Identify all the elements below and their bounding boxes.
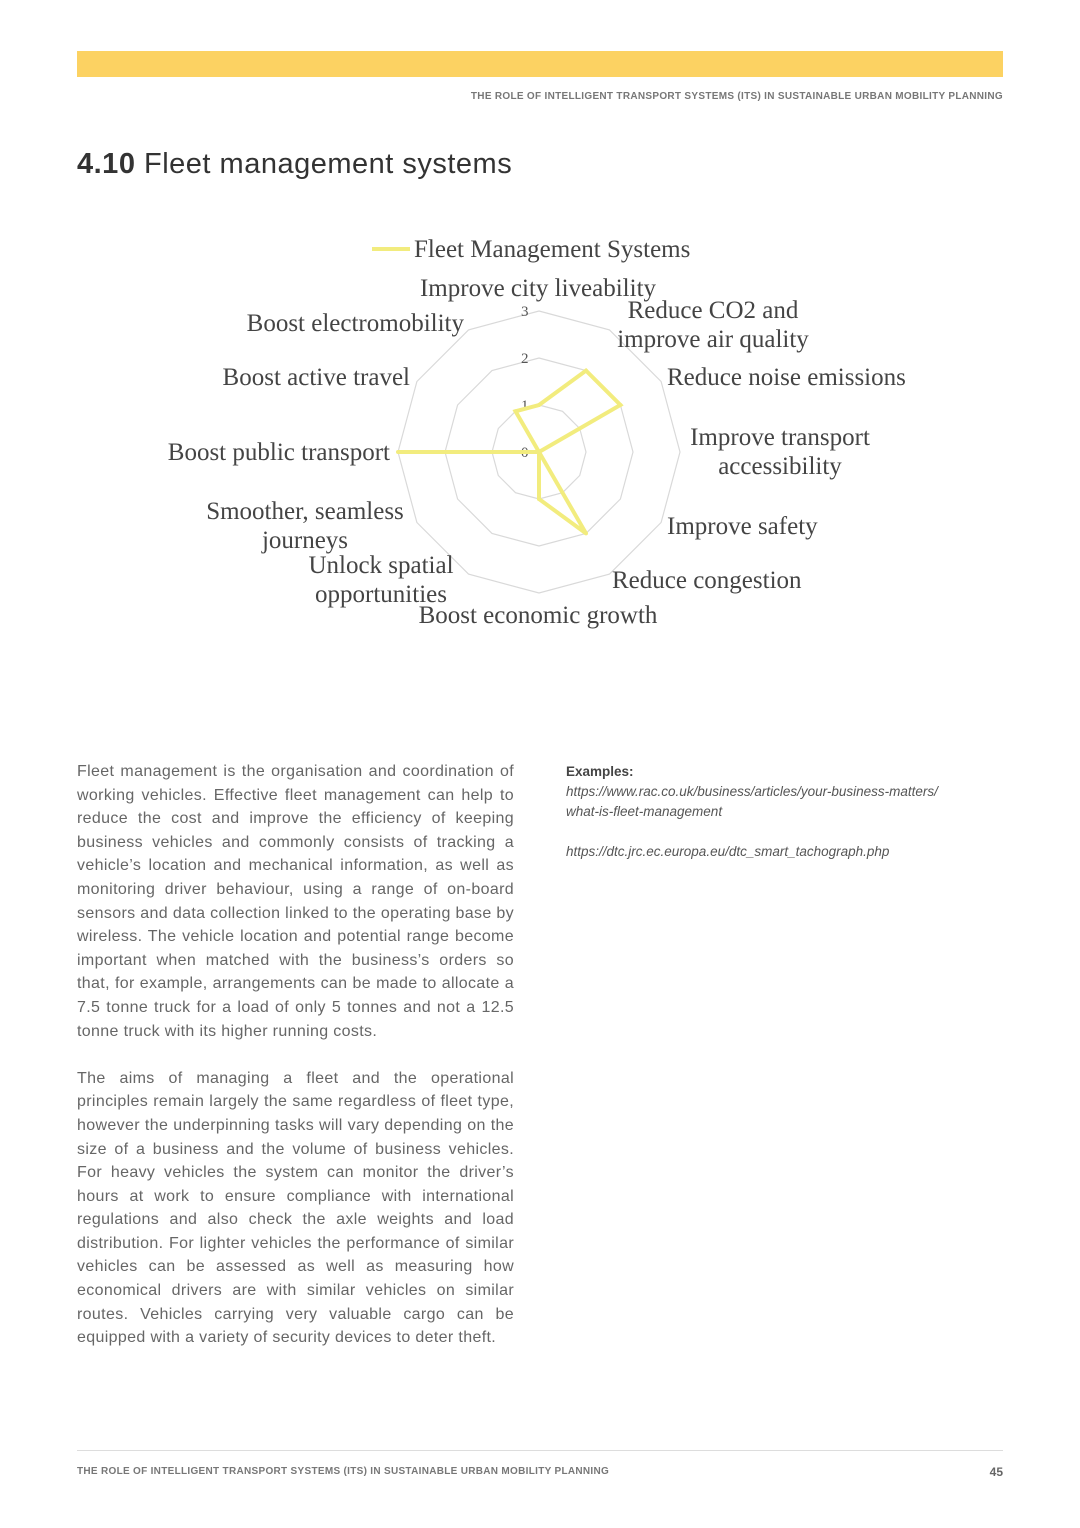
axis-label: Reduce noise emissions [667, 364, 906, 391]
axis-label: Smoother, seamless [206, 498, 404, 525]
data-point [618, 403, 622, 407]
axis-label: Improve safety [667, 513, 818, 540]
tick-label: 1 [521, 398, 529, 414]
series-line [398, 371, 620, 534]
axis-label: Improve city liveability [419, 275, 657, 302]
running-footer: THE ROLE OF INTELLIGENT TRANSPORT SYSTEMS (ITS) IN SUSTAINABLE URBAN MOBILITY PLANNING [77, 1466, 610, 1477]
data-point [537, 403, 541, 407]
example-link[interactable]: https://dtc.jrc.ec.europa.eu/dtc_smart_tachograph.php [566, 844, 890, 859]
data-point [514, 409, 518, 413]
axis-label: Unlock spatial [308, 552, 454, 579]
tick-label: 2 [521, 351, 529, 367]
axis-label: Improve transport [690, 424, 870, 451]
axis-label: journeys [261, 527, 349, 554]
page-number: 45 [989, 1465, 1003, 1479]
examples-heading: Examples: [566, 764, 634, 779]
data-point [396, 450, 400, 454]
section-number: 4.10 [77, 148, 136, 180]
axis-label: Boost electromobility [246, 310, 464, 337]
data-point [537, 497, 541, 501]
body-text [77, 760, 514, 1373]
axis-label: improve air quality [617, 326, 809, 353]
axis-label: Boost economic growth [418, 602, 658, 629]
running-header: THE ROLE OF INTELLIGENT TRANSPORT SYSTEMS (ITS) IN SUSTAINABLE URBAN MOBILITY PLANNING [470, 91, 1003, 102]
data-point [584, 531, 588, 535]
header-accent-bar [77, 51, 1003, 77]
axis-label: Reduce CO2 and [627, 297, 799, 324]
axis-label: Boost active travel [222, 364, 410, 391]
paragraph: The aims of managing a fleet and the operational principles remain largely the same regardless of fleet type, however the underpinning tasks will vary depending on the size of a business and the volume of business vehicles. For heavy vehicles the system can monitor the driver’s hours at work to ensure compliance with international regulations and also check the axle weights and load distribution. For lighter vehicles the performance of similar vehicles can be assessed as well as measuring how economical drivers are with similar vehicles on similar routes. Vehicles carrying very valuable cargo can be equipped with a variety of security devices to deter theft. [77, 1069, 514, 1347]
section-title [77, 148, 512, 181]
data-point [584, 369, 588, 373]
radar-chart [0, 220, 1080, 650]
example-link[interactable] [566, 782, 1016, 822]
axis-label: Reduce congestion [612, 567, 802, 594]
tick-label: 0 [521, 445, 529, 461]
link-line[interactable]: https://www.rac.co.uk/business/articles/your-business-matters/ [566, 784, 938, 799]
examples-box [566, 762, 1016, 862]
tick-label: 3 [521, 304, 529, 320]
footer-divider [77, 1450, 1003, 1451]
paragraph: Fleet management is the organisation and coordination of working vehicles. Effective fleet management can help to reduce the cost and improve the efficiency of keeping business vehicles and commonly consists of tracking a vehicle’s location and mechanical information, as well as monitoring driver behaviour, using a range of on-board sensors and data collection linked to the operating base by wireless. The vehicle location and potential range become important when matched with the business’s orders so that, for example, arrangements can be made to allocate a 7.5 tonne truck for a load of only 5 tonnes and not a 12.5 tonne truck with its higher running costs. [77, 763, 514, 1040]
data-point [537, 450, 541, 454]
legend-label: Fleet Management Systems [414, 236, 691, 263]
axis-label: Boost public transport [167, 439, 390, 466]
section-title-text: Fleet management systems [144, 148, 513, 180]
axis-label: opportunities [315, 581, 447, 608]
link-line[interactable]: what-is-fleet-management [566, 804, 723, 819]
axis-label: accessibility [718, 453, 842, 480]
